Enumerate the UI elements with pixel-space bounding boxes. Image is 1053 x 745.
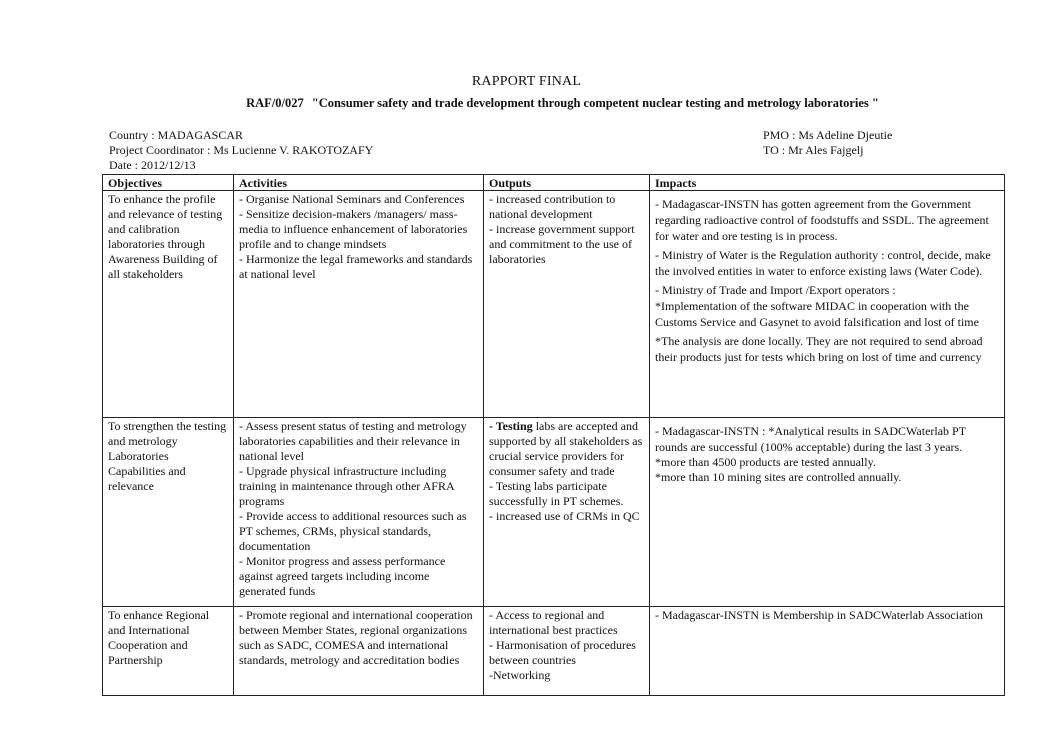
activities-cell [234, 418, 484, 607]
activity-item: - Monitor progress and assess performance against agreed targets including income generated funds [239, 554, 446, 598]
outputs-cell [484, 418, 650, 607]
pmo-line: PMO : Ms Adeline Djeutie [763, 128, 893, 142]
table-row [103, 191, 1005, 418]
output-item: - Access to regional and international best practices [489, 608, 618, 637]
report-table [102, 174, 1005, 696]
output-item-rest: labs are accepted and supported by all stakeholders as crucial service providers for consumer safety and trade [489, 419, 643, 478]
impacts-cell [650, 607, 1005, 696]
objective-cell: To strengthen the testing and metrology Laboratories Capabilities and relevance [103, 418, 234, 607]
document-title: RAPPORT FINAL [471, 74, 582, 89]
date-line: Date : 2012/12/13 [109, 158, 196, 172]
header-activities: Activities [234, 175, 484, 191]
output-item: - increase government support and commitment to the use of laboratories [489, 222, 635, 266]
impact-item: *more than 4500 products are tested annually. [655, 455, 876, 469]
project-title [0, 96, 1053, 111]
activities-cell [234, 191, 484, 418]
impacts-cell [650, 418, 1005, 607]
output-item-bold: - Testing [489, 419, 533, 433]
impact-item: - Madagascar-INSTN has gotten agreement from the Government regarding radioactive control of foodstuffs and SSDL. The agreement for water and ore testing is in process. [655, 197, 989, 243]
impact-item: - Ministry of Trade and Import /Export operators : *Implementation of the software MIDAC in cooperation with the Customs Service and Gasynet to avoid falsification and lost of time [655, 283, 979, 329]
header-impacts: Impacts [650, 175, 1005, 191]
impact-item: *more than 10 mining sites are controlled annually. [655, 470, 902, 484]
table-row [103, 418, 1005, 607]
activity-item: - Promote regional and international cooperation between Member States, regional organizations such as SADC, COMESA and international standards, metrology and accreditation bodies [239, 608, 473, 667]
objective-cell: To enhance Regional and International Cooperation and Partnership [103, 607, 234, 696]
project-name: "Consumer safety and trade development through competent nuclear testing and metrology laboratories " [311, 96, 879, 110]
output-item [489, 419, 644, 479]
output-item: -Networking [489, 668, 551, 682]
output-item: - increased contribution to national development [489, 192, 616, 221]
output-item: - Testing labs participate successfully in PT schemes. [489, 479, 624, 508]
meta-right-block [763, 128, 892, 158]
output-item: - Harmonisation of procedures between countries [489, 638, 636, 667]
activity-item: - Provide access to additional resources such as PT schemes, CRMs, physical standards, documentation [239, 509, 467, 553]
table-header-row [103, 175, 1005, 191]
country-line: Country : MADAGASCAR [109, 128, 244, 142]
activity-item: - Organise National Seminars and Conferences [239, 192, 465, 206]
activities-cell [234, 607, 484, 696]
objective-cell: To enhance the profile and relevance of testing and calibration laboratories through Awareness Building of all stakeholders [103, 191, 234, 418]
meta-left-block [109, 128, 373, 173]
impacts-cell [650, 191, 1005, 418]
impact-item: - Madagascar-INSTN : *Analytical results in SADCWaterlab PT rounds are successful (100% acceptable) during the last 3 years. [655, 424, 966, 454]
impact-item: - Ministry of Water is the Regulation authority : control, decide, make the involved entities in water to enforce existing laws (Water Code). [655, 248, 991, 278]
header-objectives: Objectives [103, 175, 234, 191]
activity-item: - Harmonize the legal frameworks and standards at national level [239, 252, 473, 281]
impact-item: - Madagascar-INSTN is Membership in SADCWaterlab Association [655, 608, 984, 622]
activity-item: - Assess present status of testing and metrology laboratories capabilities and their relevance in national level [239, 419, 467, 463]
project-code: RAF/0/027 [246, 96, 304, 110]
outputs-cell [484, 607, 650, 696]
activity-item: - Upgrade physical infrastructure including training in maintenance through other AFRA programs [239, 464, 454, 508]
coordinator-line: Project Coordinator : Ms Lucienne V. RAKOTOZAFY [109, 143, 374, 157]
table-row [103, 607, 1005, 696]
activity-item: - Sensitize decision-makers /managers/ mass-media to influence enhancement of laboratories profile and to change mindsets [239, 207, 468, 251]
output-item: - increased use of CRMs in QC [489, 509, 640, 523]
impact-item: *The analysis are done locally. They are not required to send abroad their products just for tests which bring on lost of time and currency [655, 334, 983, 364]
to-line: TO : Mr Ales Fajgelj [763, 143, 864, 157]
outputs-cell [484, 191, 650, 418]
header-outputs: Outputs [484, 175, 650, 191]
